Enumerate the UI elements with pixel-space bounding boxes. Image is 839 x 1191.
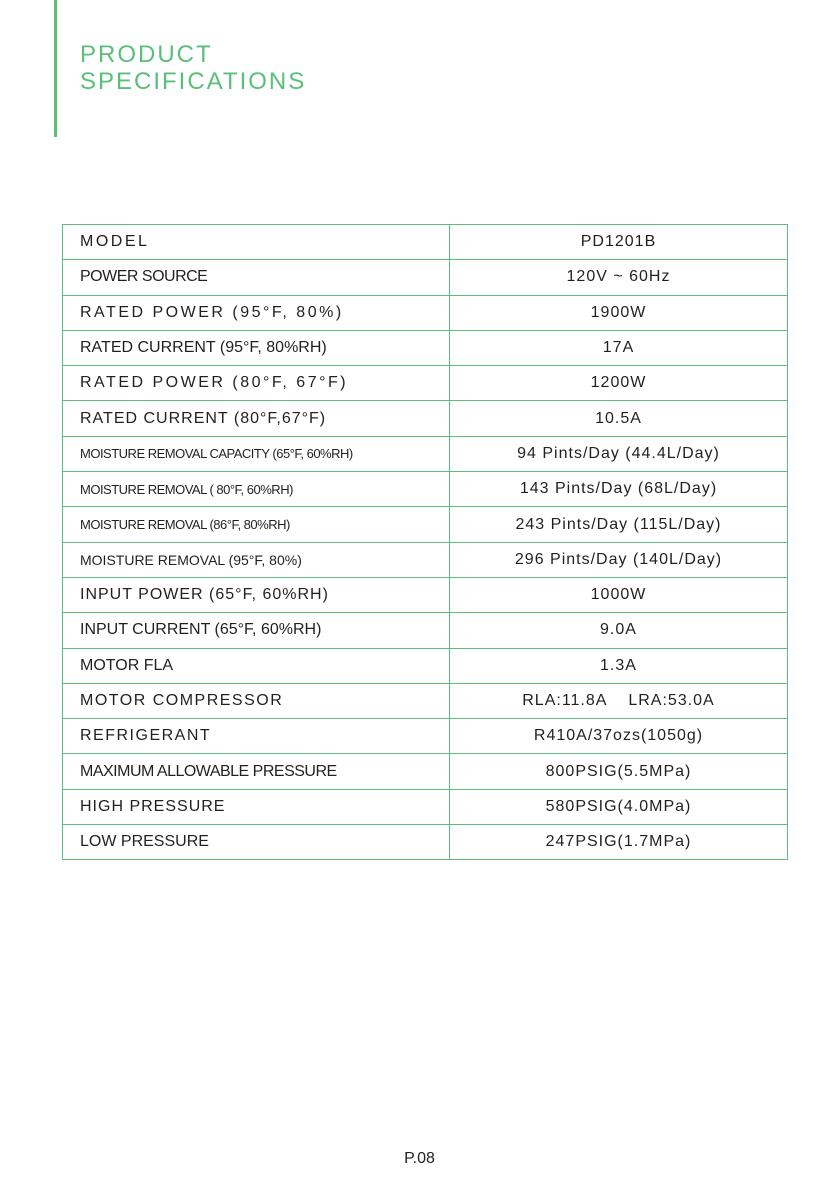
spec-value: 120V ~ 60Hz (450, 260, 788, 295)
spec-value: 243 Pints/Day (115L/Day) (450, 507, 788, 542)
page-title-line-1: PRODUCT (80, 41, 213, 68)
spec-value: RLA:11.8A LRA:53.0A (450, 683, 788, 718)
spec-label: RATED CURRENT (95°F, 80%RH) (63, 330, 450, 365)
spec-label: INPUT POWER (65°F, 60%RH) (63, 577, 450, 612)
spec-label: POWER SOURCE (63, 260, 450, 295)
page-number: P.08 (404, 1150, 435, 1167)
spec-label: MOISTURE REMOVAL ( 80°F, 60%RH) (63, 472, 450, 507)
spec-value: 296 Pints/Day (140L/Day) (450, 542, 788, 577)
spec-label: REFRIGERANT (63, 719, 450, 754)
spec-value: 143 Pints/Day (68L/Day) (450, 472, 788, 507)
spec-value: 94 Pints/Day (44.4L/Day) (450, 436, 788, 471)
spec-value: 1900W (450, 295, 788, 330)
table-row (63, 577, 788, 612)
page-title-line-2: SPECIFICATIONS (80, 68, 307, 95)
spec-label: INPUT CURRENT (65°F, 60%RH) (63, 613, 450, 648)
spec-value: 580PSIG(4.0MPa) (450, 789, 788, 824)
spec-value: 1.3A (450, 648, 788, 683)
spec-label: RATED POWER (80°F, 67°F) (63, 366, 450, 401)
spec-value: 17A (450, 330, 788, 365)
table-row (63, 613, 788, 648)
table-row (63, 683, 788, 718)
spec-label: MOISTURE REMOVAL CAPACITY (65°F, 60%RH) (63, 436, 450, 471)
spec-label: MODEL (63, 225, 450, 260)
spec-value: R410A/37ozs(1050g) (450, 719, 788, 754)
table-row (63, 260, 788, 295)
spec-label: HIGH PRESSURE (63, 789, 450, 824)
spec-label: LOW PRESSURE (63, 825, 450, 860)
spec-value: 10.5A (450, 401, 788, 436)
table-row (63, 507, 788, 542)
spec-value: 247PSIG(1.7MPa) (450, 825, 788, 860)
table-row (63, 436, 788, 471)
table-row (63, 225, 788, 260)
header-accent-rule (54, 0, 57, 137)
table-row (63, 472, 788, 507)
spec-value: 800PSIG(5.5MPa) (450, 754, 788, 789)
table-row (63, 366, 788, 401)
spec-label: RATED CURRENT (80°F,67°F) (63, 401, 450, 436)
spec-label: MOTOR COMPRESSOR (63, 683, 450, 718)
table-row (63, 825, 788, 860)
spec-label: MOTOR FLA (63, 648, 450, 683)
spec-value: PD1201B (450, 225, 788, 260)
table-row (63, 295, 788, 330)
spec-value: 9.0A (450, 613, 788, 648)
spec-label: RATED POWER (95°F, 80%) (63, 295, 450, 330)
specifications-table (62, 224, 788, 860)
table-row (63, 401, 788, 436)
spec-label: MAXIMUM ALLOWABLE PRESSURE (63, 754, 450, 789)
table-row (63, 648, 788, 683)
page-title (80, 41, 306, 95)
table-row (63, 789, 788, 824)
table-row (63, 542, 788, 577)
spec-label: MOISTURE REMOVAL (95°F, 80%) (63, 542, 450, 577)
table-row (63, 330, 788, 365)
table-row (63, 754, 788, 789)
spec-label: MOISTURE REMOVAL (86°F, 80%RH) (63, 507, 450, 542)
spec-value: 1000W (450, 577, 788, 612)
spec-value: 1200W (450, 366, 788, 401)
table-row (63, 719, 788, 754)
